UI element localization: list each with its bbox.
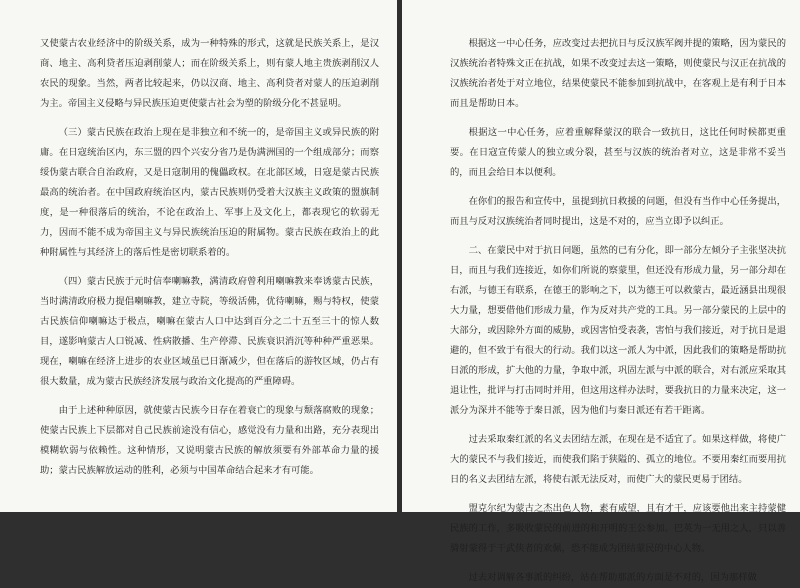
paragraph: （三）蒙古民族在政治上现在是非独立和不统一的，是帝国主义或异民族的附庸。在日寇统治区内，东三盟的四个兴安分省乃是伪满洲国的一个组成部分；而察绥伪蒙古联合自治政府，又是日寇制用的傀儡政权。在北部区域，日寇是蒙古民族最高的统治者。在中国政府统治区内，蒙古民族则仍受着大汉族主义政策的盟旗制度，是一种很落后的统治，不论在政治上、军事上及文化上，都表现它的软弱无力，因而不能不成为帝国主义与异民族统治压迫的附属物。蒙古民族在政治上的此种附属性与其经济上的落后性是密切联系着的。 xyxy=(40,127,379,258)
paragraph: 在你们的报告和宣传中，虽提到抗日救援的问题，但没有当作中心任务提出，而且与反对汉族统治者同时提出，这是不对的，应当立即予以纠正。 xyxy=(450,196,786,227)
paragraph: 过去对调解各事派的纠纷，站在帮助那派的方面是不对的，因为那样做 xyxy=(468,572,757,583)
paragraph: 又使蒙古农业经济中的阶级关系，成为一种特殊的形式，这就是民族关系上，是汉商、地主、高利贷者压迫剥削蒙人；而在阶级关系上，则有蒙人地主贵族剥削汉人农民的现象。当然，两者比较起来，仍以汉商、地主、高利贷者对蒙人的压迫剥削为主。帝国主义侵略与异民族压迫更使蒙古社会为塑的阶级分化不甚显明。 xyxy=(40,38,379,109)
paragraph: 根据这一中心任务，应着重解释蒙汉的联合一致抗日，这比任何时候都更重要。在日寇宣传蒙人的独立或分裂，甚至与汉族的统治者对立，这是非常不妥当的，而且会给日本以便利。 xyxy=(450,127,786,178)
document-page-right xyxy=(402,0,800,583)
document-page-left xyxy=(0,0,397,512)
paragraph: 过去采取秦红派的名义去团结左派，在现在是不适宜了。如果这样做，将使广大的蒙民不与我们接近，而使我们陷于狭隘的、孤立的地位。不要用秦红而要用抗日的名义去团结左派，将使右派无法反对，而使广大的蒙民更易于团结。 xyxy=(450,434,786,485)
paragraph: 由于上述种种原因，就使蒙古民族今日存在着衰亡的现象与颓落腐败的现象；使蒙古民族上下层都对自己民族前途没有信心，感觉没有力量和出路，充分表现出模糊软弱与依赖性。这种情形，又说明蒙古民族的解放须要有外部革命力量的援助；蒙古民族解放运动的胜利，必须与中国革命结合起来才有可能。 xyxy=(40,405,379,476)
paragraph: 盟克尔纪为蒙古之杰出色人物，素有威望，且有才干，应该要他出来主持蒙健民族的工作，多吸收蒙民的前进的和开明的王公参加。巴英为一无用之人，只以善骑射蒙得于干武侠者的欢佩，恐不能成为团结蒙民的中心人物。 xyxy=(450,503,786,554)
paragraph: 根据这一中心任务，应改变过去把抗日与反汉族军阀并提的策略，因为蒙民的汉族统治者特殊文正在抗战，如果不改变过去这一策略，则使蒙民与汉正在抗战的汉族统治者处于对立地位，结果使蒙民不能参加到抗战中，在客观上是有利于日本而且是帮助日本。 xyxy=(450,38,786,109)
paragraph: 二、在蒙民中对于抗日问题，虽然的已有分化，即一部分左倾分子主张坚决抗日，而且与我们连接近，如你们所说的察蒙里，但还没有形成力量，另一部分却在右派，与德王有联系，在德王的影响之下，以为德王可以救蒙古，最近涵县出现很大力量，想要借他们形成力量，作为反对共产党的工具。另一部分蒙民的上层中的大部分，或因除外方面的威胁，或因害怕受表袭，害怕与我们接近，对于抗日是退避的，但不致于有很大的行动。我们以这一派人为中派，因此我们的策略是帮助抗日派的形成，扩大他的力量，争取中派，巩固左派与中派的联合，对右派应采取其退让性，批评与打击同时并用，但这用这样办法时，要我抗日的力量来决定，这一派分为深并不能等于秦日派，因为他们与秦日派还有若干距离。 xyxy=(450,245,786,416)
paragraph: （四）蒙古民族于元时信奉喇嘛教，满清政府曾利用喇嘛教来奉诱蒙古民族，当时满清政府极力提倡喇嘛教，建立寺院，等级活佛，优待喇嘛，赐与特权，使蒙古民族信仰喇嘛达于极点，喇嘛在蒙古人口中达到百分之二十五至三十的惊人数目，遂影响蒙古人口锐减、性病散播、生产停滞、民族衰识消沉等种种严重恶果。现在，喇嘛在经济上进步的农业区域虽已日渐减少，但在落后的游牧区域，仍占有很大数量，成为蒙古民族经济发展与政治文化提高的严重障碍。 xyxy=(40,276,379,387)
